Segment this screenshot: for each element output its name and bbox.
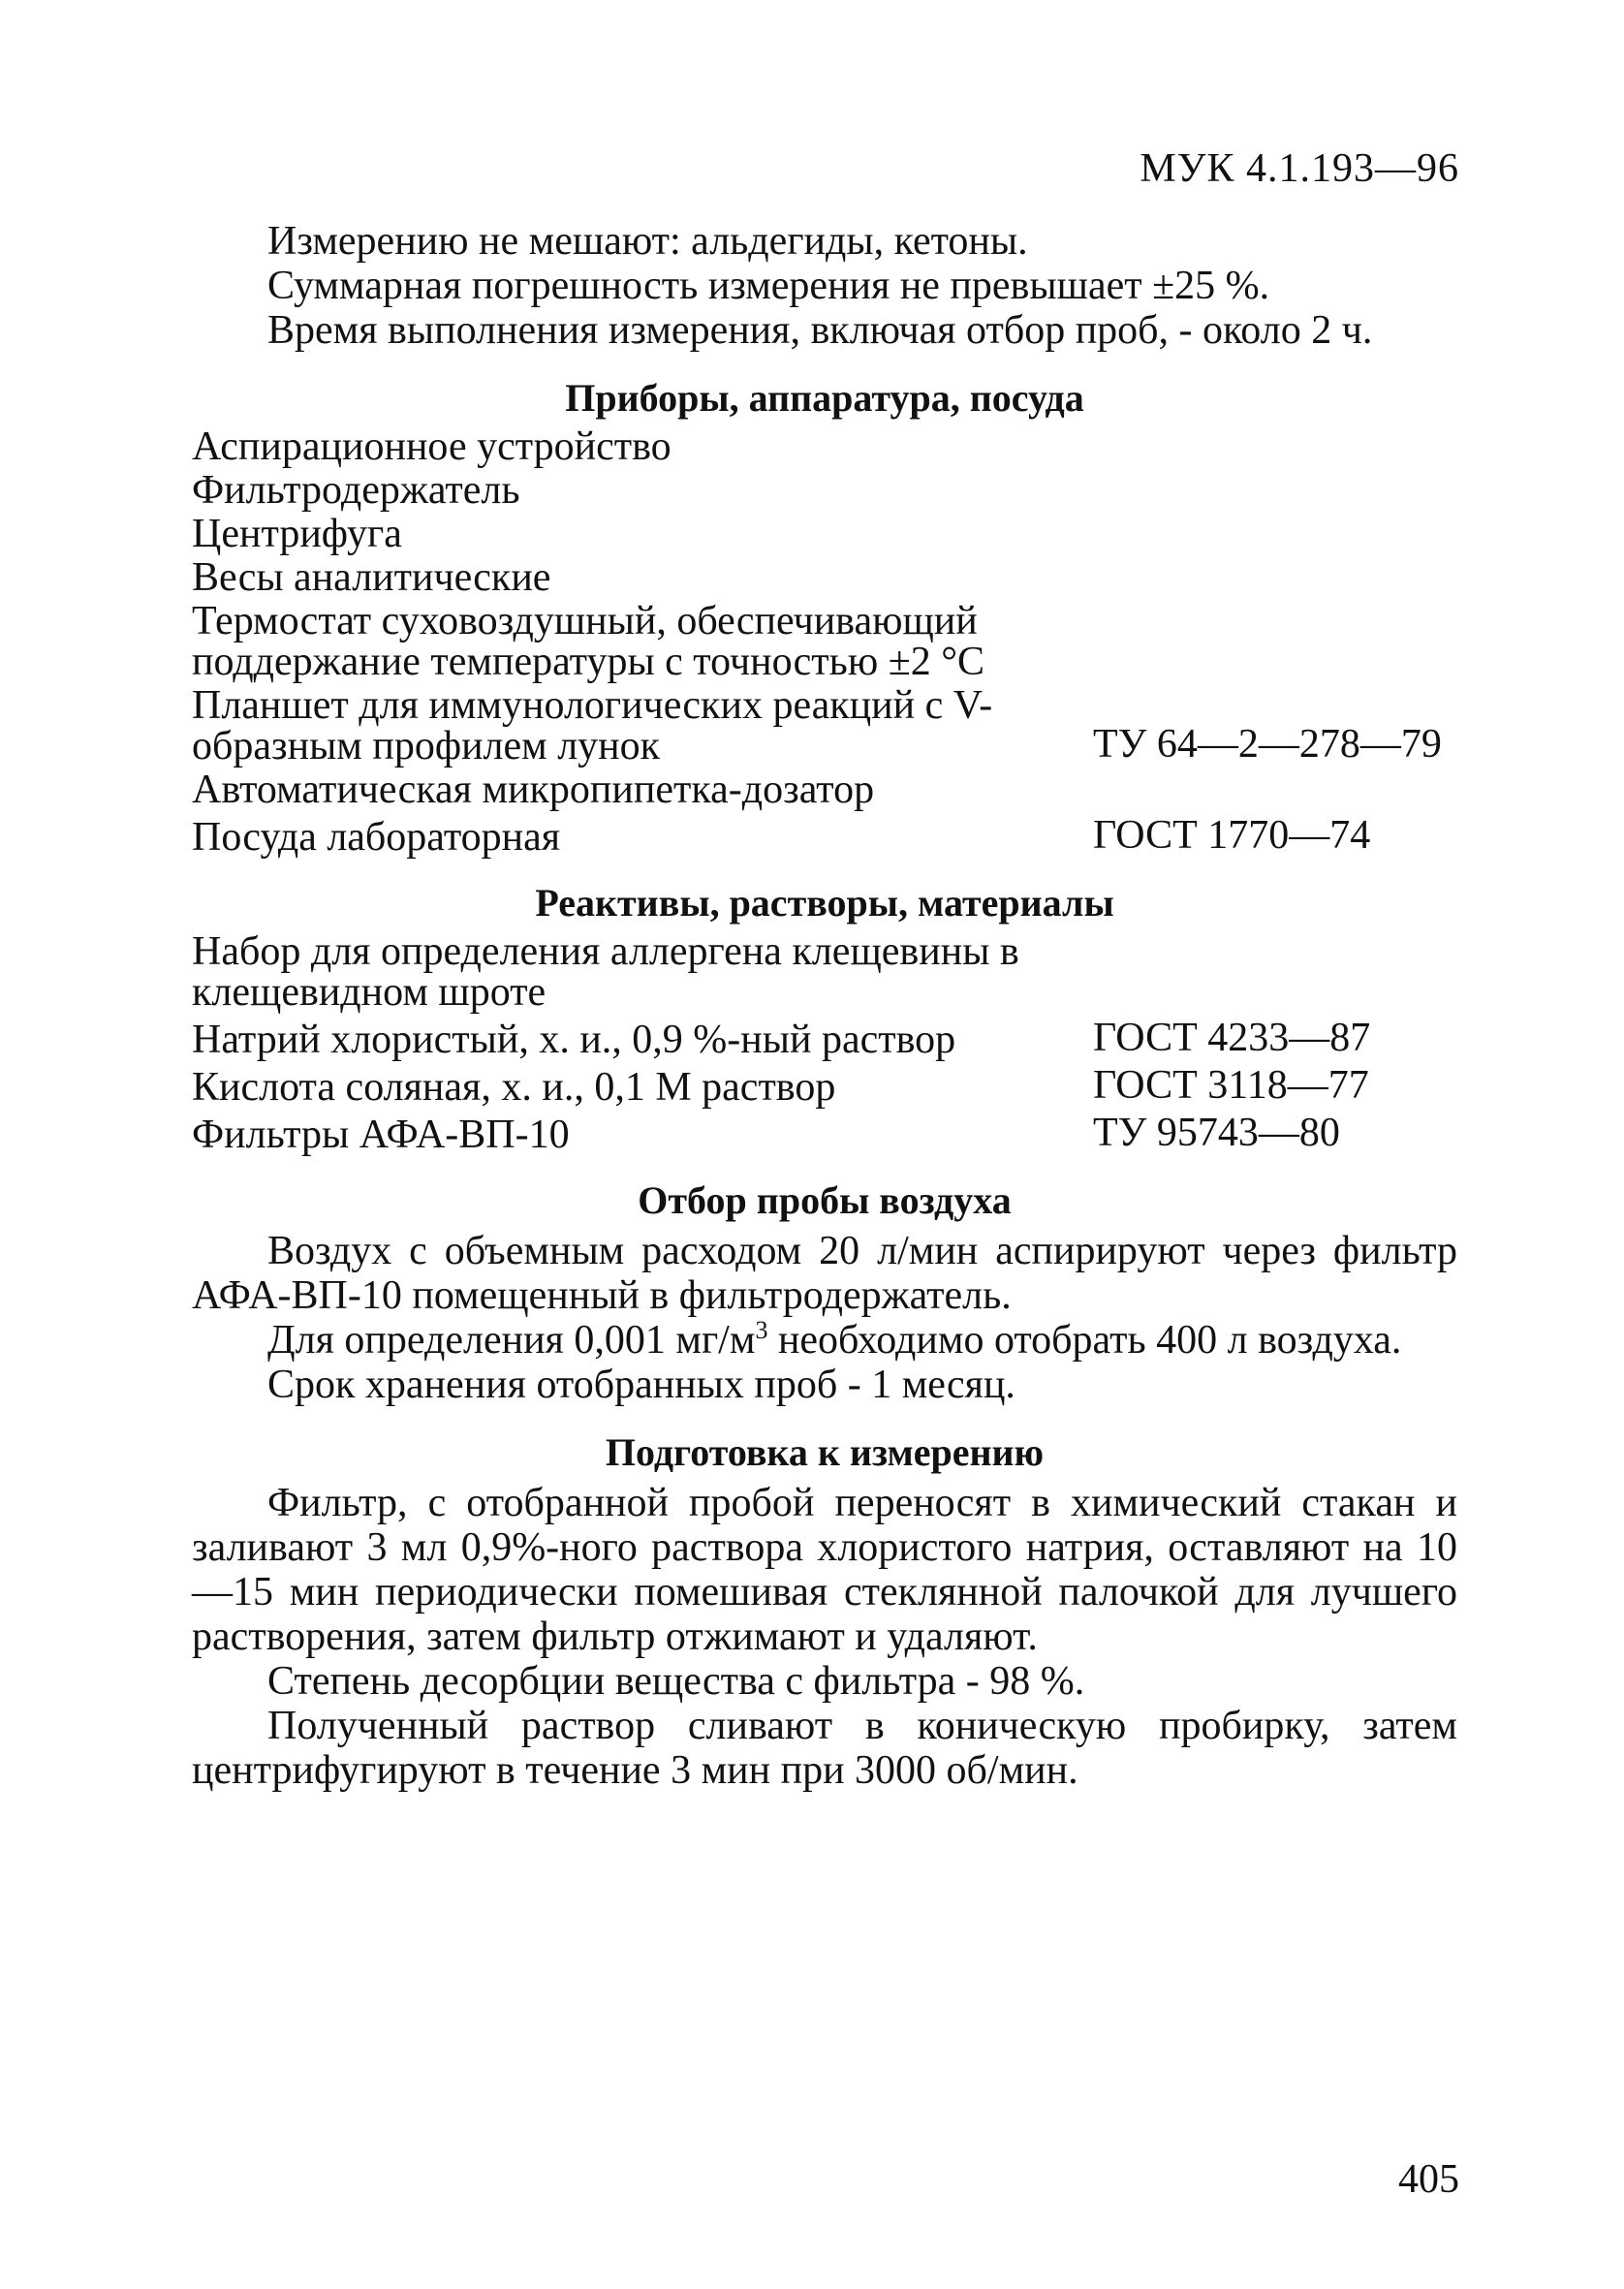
instrument-item xyxy=(192,557,1457,598)
instrument-name: Фильтродержатель xyxy=(192,468,520,513)
sampling-paragraph: Срок хранения отобранных проб - 1 месяц. xyxy=(267,1363,1015,1407)
section-heading-sampling: Отбор пробы воздуха xyxy=(638,1178,1012,1222)
instrument-name: Автоматическая микропипетка-дозатор xyxy=(192,768,875,812)
reagent-item xyxy=(192,931,1457,1013)
section-heading-reagents: Реактивы, растворы, материалы xyxy=(535,881,1114,925)
document-body xyxy=(192,219,1457,1793)
reagent-item xyxy=(192,1016,1457,1060)
reagent-item xyxy=(192,1063,1457,1108)
instrument-item xyxy=(192,769,1457,810)
preparation-paragraph: Фильтр, с отобранной пробой переносят в химический стакан и заливают 3 мл 0,9%-ного раствора хлористого натрия, оставляют на 10—15 мин периодически помешивая стеклянной палочкой для лучшего растворения, затем фильтр отжимают и удаляют. xyxy=(192,1481,1457,1659)
intro-paragraph: Время выполнения измерения, включая отбор проб, - около 2 ч. xyxy=(267,308,1373,353)
instrument-name: Аспирационное устройство xyxy=(192,424,671,469)
intro-paragraph: Суммарная погрешность измерения не превышает ±25 %. xyxy=(267,264,1270,308)
instrument-item xyxy=(192,514,1457,554)
reagent-item xyxy=(192,1111,1457,1155)
sampling-paragraph xyxy=(192,1318,1457,1363)
instrument-name: Весы аналитические xyxy=(192,555,551,600)
instrument-name: Термостат суховоздушный, обеспечивающий поддержание температуры с точностью ±2 °С xyxy=(192,599,985,684)
instrument-item xyxy=(192,685,1457,767)
instrument-item xyxy=(192,601,1457,682)
reagent-standard: ГОСТ 4233—87 xyxy=(1093,1016,1371,1060)
instrument-item xyxy=(192,426,1457,467)
preparation-paragraph: Полученный раствор сливают в коническую пробирку, затем центрифугируют в течение 3 мин при 3000 об/мин. xyxy=(192,1704,1457,1793)
sampling-text: Для определения 0,001 мг/м xyxy=(267,1318,756,1363)
preparation-paragraph: Степень десорбции вещества с фильтра - 98 %. xyxy=(267,1659,1085,1704)
section-heading-instruments: Приборы, аппаратура, посуда xyxy=(565,376,1084,420)
instruments-list xyxy=(192,426,1457,858)
reagent-standard: ГОСТ 3118—77 xyxy=(1093,1063,1369,1108)
reagent-name: Кислота соляная, х. и., 0,1 М раствор xyxy=(192,1065,836,1110)
reagent-standard: ТУ 95743—80 xyxy=(1093,1111,1340,1155)
page-number: 405 xyxy=(1398,2157,1459,2202)
instrument-standard: ГОСТ 1770—74 xyxy=(1093,813,1371,858)
superscript: 3 xyxy=(755,1316,768,1344)
instrument-name: Центрифуга xyxy=(192,512,402,556)
instrument-name: Посуда лабораторная xyxy=(192,815,561,860)
section-heading-preparation: Подготовка к измерению xyxy=(605,1430,1045,1474)
sampling-text: необходимо отобрать 400 л воздуха. xyxy=(767,1318,1402,1363)
sampling-paragraph: Воздух с объемным расходом 20 л/мин аспирируют через фильтр АФА-ВП-10 помещенный в фильтродержатель. xyxy=(192,1229,1457,1318)
instrument-name: Планшет для иммунологических реакций с V-образным профилем лунок xyxy=(192,683,993,768)
instrument-standard: ТУ 64—2—278—79 xyxy=(1093,722,1442,767)
reagent-name: Фильтры АФА-ВП-10 xyxy=(192,1113,570,1157)
instrument-item xyxy=(192,813,1457,858)
instrument-item xyxy=(192,470,1457,511)
intro-paragraph: Измерению не мешают: альдегиды, кетоны. xyxy=(267,219,1028,264)
reagent-name: Набор для определения аллергена клещевины в клещевидном шроте xyxy=(192,929,1019,1015)
document-code-header: МУК 4.1.193—96 xyxy=(1140,146,1459,191)
reagents-list xyxy=(192,931,1457,1155)
reagent-name: Натрий хлористый, х. и., 0,9 %-ный раствор xyxy=(192,1018,956,1062)
